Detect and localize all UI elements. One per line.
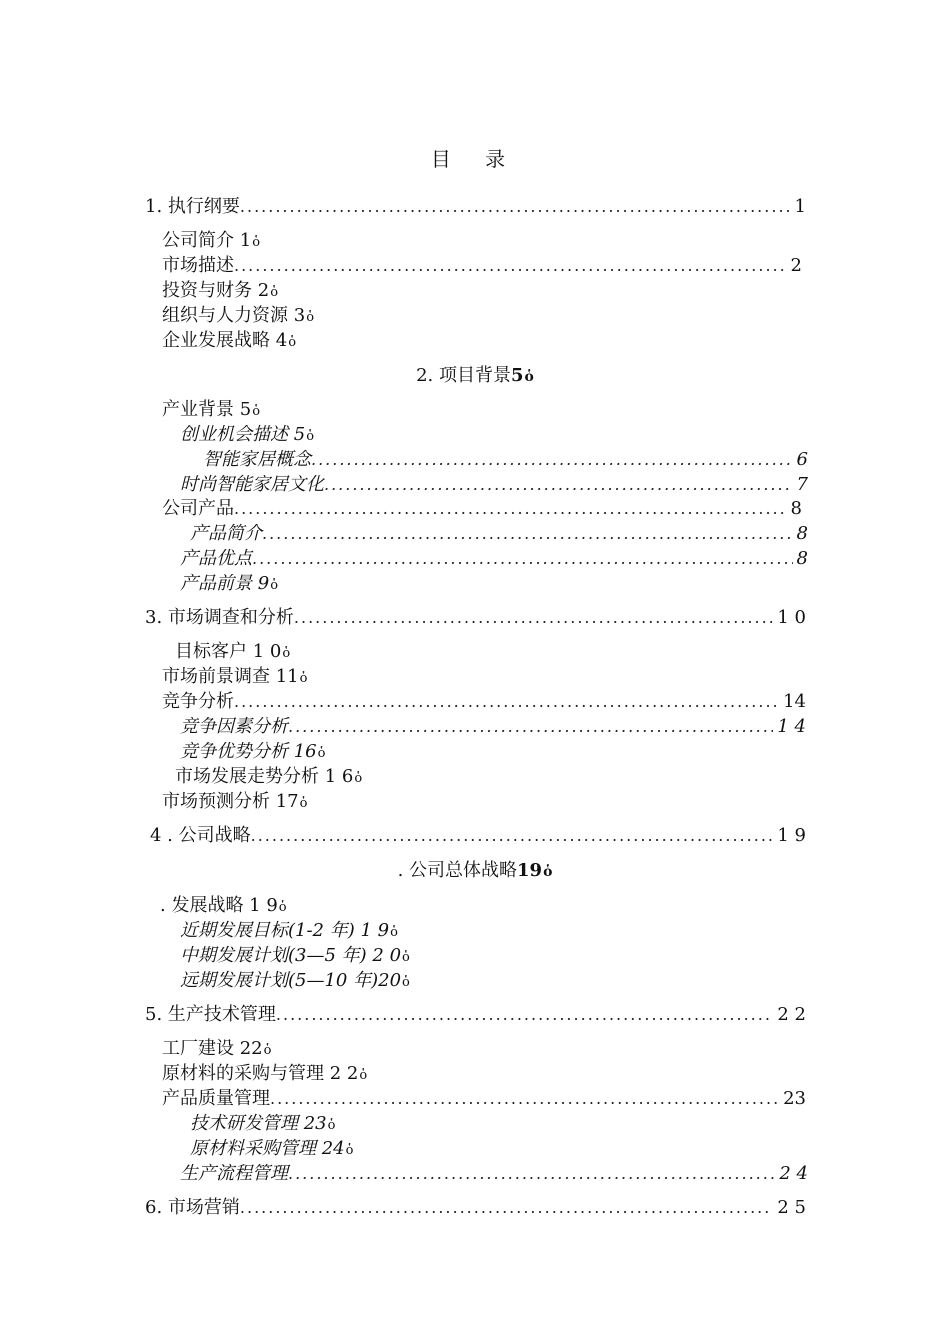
toc-entry[interactable] [0, 363, 950, 389]
toc-entry-label: 近期发展目标(1-2 年) 1 9 [180, 920, 390, 941]
toc-entry-page: 1 9 [777, 825, 806, 846]
toc-entry[interactable] [162, 278, 278, 304]
toc-entry-page: 14 [783, 691, 806, 712]
toc-entry-label: 工厂建设 22 [162, 1038, 263, 1059]
toc-entry-label: 原材料的采购与管理 2 2 [162, 1063, 359, 1084]
toc-entry-page: 8 [796, 523, 808, 544]
toc-entry-label: 创业机会描述 5 [180, 424, 306, 445]
toc-entry-label: 2. 项目背景 [416, 365, 512, 386]
toc-entry[interactable] [180, 739, 325, 765]
toc-entry[interactable] [175, 639, 290, 665]
toc-entry-label: 竞争优势分析 16 [180, 741, 317, 762]
toc-entry-label: 原材料采购管理 24 [190, 1138, 345, 1159]
toc-entry-label: 公司产品 [162, 498, 234, 519]
toc-entry[interactable] [162, 496, 802, 522]
toc-entry-page: 6 [796, 449, 808, 470]
toc-entry-label: 组织与人力资源 3 [162, 305, 306, 326]
toc-entry-page: 1 [794, 196, 806, 217]
toc-leader-dots [252, 546, 793, 572]
toc-leader-dots [240, 1195, 773, 1221]
toc-entry-marker: ὁ [306, 310, 315, 325]
toc-entry-label: 6. 市场营销 [145, 1197, 240, 1218]
toc-entry[interactable] [180, 472, 808, 498]
toc-leader-dots [240, 194, 791, 220]
toc-entry-marker: ὁ [543, 864, 553, 880]
toc-entry[interactable] [162, 689, 806, 715]
toc-entry-page: 2 5 [777, 1197, 806, 1218]
toc-entry-marker: ὁ [299, 671, 308, 686]
toc-entry-label: 4 . 公司战略 [150, 825, 251, 846]
toc-entry[interactable] [145, 1002, 806, 1028]
toc-entry-marker: ὁ [345, 1143, 354, 1158]
toc-entry-marker: ὁ [288, 335, 297, 350]
toc-entry-label: 竞争因素分析 [180, 716, 288, 737]
toc-entry-marker: ὁ [299, 796, 308, 811]
toc-entry-label: 3. 市场调查和分析 [145, 607, 294, 628]
toc-entry[interactable] [180, 714, 806, 740]
toc-entry[interactable] [162, 397, 260, 423]
toc-entry[interactable] [145, 1195, 806, 1221]
toc-entry-page: 2 4 [779, 1163, 808, 1184]
toc-entry[interactable] [162, 303, 314, 329]
toc-entry-marker: ὁ [278, 900, 287, 915]
toc-entry-marker: ὁ [354, 771, 363, 786]
toc-leader-dots [276, 1002, 773, 1028]
toc-entry[interactable] [162, 328, 296, 354]
toc-entry-marker: ὁ [390, 925, 398, 940]
toc-entry-marker: ὁ [306, 429, 315, 444]
toc-entry[interactable] [145, 605, 806, 631]
toc-entry-page: 5 [511, 365, 524, 386]
toc-entry-page: 8 [790, 498, 802, 519]
toc-entry-label: 市场预测分析 17 [162, 791, 299, 812]
toc-entry-page: 1 0 [777, 607, 806, 628]
toc-entry-label: 企业发展战略 4 [162, 330, 288, 351]
toc-entry-marker: ὁ [402, 975, 410, 990]
toc-entry[interactable] [162, 253, 802, 279]
toc-entry-label: 远期发展计划(5—10 年)20 [180, 970, 402, 991]
toc-entry-label: 1. 执行纲要 [145, 196, 240, 217]
toc-entry-page: 7 [796, 474, 808, 495]
toc-entry-label: 竞争分析 [162, 691, 234, 712]
toc-entry[interactable] [145, 194, 806, 220]
toc-entry-page: 1 4 [777, 716, 806, 737]
toc-entry[interactable] [150, 823, 806, 849]
toc-leader-dots [288, 714, 773, 740]
toc-entry[interactable] [190, 521, 808, 547]
toc-entry-label: 市场发展走势分析 1 6 [175, 766, 354, 787]
toc-leader-dots [288, 1161, 775, 1187]
toc-entry-label: 公司简介 1 [162, 230, 252, 251]
toc-entry-label: 投资与财务 2 [162, 280, 270, 301]
toc-entry[interactable] [162, 1086, 806, 1112]
toc-entry[interactable] [180, 968, 410, 994]
toc-title: 目 录 [430, 147, 520, 171]
toc-entry[interactable] [160, 893, 287, 919]
toc-entry-label: 市场前景调查 11 [162, 666, 299, 687]
toc-entry-label: 产业背景 5 [162, 399, 252, 420]
toc-entry[interactable] [175, 764, 362, 790]
toc-entry-label: 中期发展计划(3—5 年) 2 0 [180, 945, 402, 966]
toc-leader-dots [234, 496, 787, 522]
toc-entry-marker: ὁ [252, 235, 261, 250]
toc-leader-dots [270, 1086, 779, 1112]
toc-entry-label: 5. 生产技术管理 [145, 1004, 276, 1025]
toc-entry[interactable] [190, 1136, 353, 1162]
toc-entry[interactable] [180, 918, 398, 944]
toc-entry-label: 目标客户 1 0 [175, 641, 282, 662]
toc-entry-page: 2 [790, 255, 802, 276]
toc-entry-label: . 公司总体战略 [397, 860, 518, 881]
toc-leader-dots [262, 521, 793, 547]
toc-entry-page: 8 [796, 548, 808, 569]
toc-leader-dots [311, 447, 793, 473]
toc-entry-label: 产品简介 [190, 523, 262, 544]
toc-leader-dots [294, 605, 773, 631]
toc-entry[interactable] [162, 1036, 271, 1062]
toc-entry-marker: ὁ [317, 746, 326, 761]
toc-leader-dots [324, 472, 793, 498]
toc-entry-label: 智能家居概念 [203, 449, 311, 470]
toc-entry-label: 时尚智能家居文化 [180, 474, 324, 495]
toc-entry-marker: ὁ [327, 1118, 336, 1133]
toc-entry[interactable] [180, 1161, 808, 1187]
toc-entry-label: 产品优点 [180, 548, 252, 569]
toc-entry-label: 生产流程管理 [180, 1163, 288, 1184]
toc-entry-label: 市场描述 [162, 255, 234, 276]
toc-entry[interactable] [162, 789, 307, 815]
toc-entry-marker: ὁ [270, 285, 279, 300]
toc-entry[interactable] [180, 546, 808, 572]
toc-entry[interactable] [180, 422, 314, 448]
toc-entry-label: 产品质量管理 [162, 1088, 270, 1109]
toc-entry[interactable] [0, 858, 950, 884]
toc-entry[interactable] [180, 943, 410, 969]
toc-entry[interactable] [162, 664, 307, 690]
toc-entry-marker: ὁ [402, 950, 410, 965]
toc-entry-page: 19 [517, 860, 543, 881]
toc-entry-label: 产品前景 9 [180, 573, 270, 594]
toc-entry-marker: ὁ [252, 404, 261, 419]
toc-entry[interactable] [180, 571, 278, 597]
toc-entry[interactable] [190, 1111, 335, 1137]
toc-leader-dots [234, 253, 787, 279]
toc-entry-marker: ὁ [270, 578, 279, 593]
toc-entry-marker: ὁ [524, 369, 534, 385]
toc-entry[interactable] [162, 1061, 367, 1087]
toc-entry-label: . 发展战略 1 9 [160, 895, 278, 916]
toc-entry-marker: ὁ [359, 1068, 368, 1083]
toc-entry-page: 2 2 [777, 1004, 806, 1025]
toc-entry[interactable] [203, 447, 808, 473]
toc-leader-dots [234, 689, 779, 715]
toc-entry-marker: ὁ [263, 1043, 272, 1058]
toc-entry-marker: ὁ [282, 646, 291, 661]
toc-leader-dots [251, 823, 774, 849]
toc-entry-label: 技术研发管理 23 [190, 1113, 327, 1134]
toc-entry-page: 23 [783, 1088, 806, 1109]
toc-entry[interactable] [162, 228, 260, 254]
